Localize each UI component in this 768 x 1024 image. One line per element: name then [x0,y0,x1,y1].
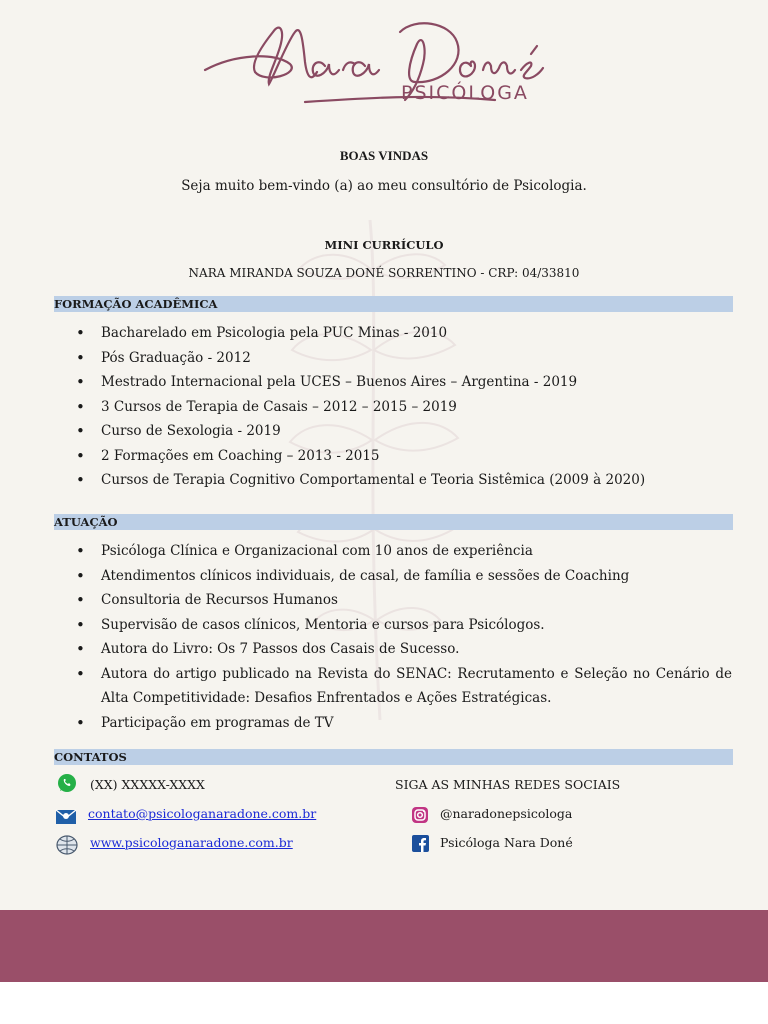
logo-subtitle: PSICÓLOGA [401,82,529,104]
list-item: • 3 Cursos de Terapia de Casais – 2012 – 2015 – 2019 [54,395,732,420]
instagram-handle[interactable]: @naradonepsicologa [440,806,573,821]
list-item: • Consultoria de Recursos Humanos [54,588,732,613]
welcome-text: Seja muito bem-vindo (a) ao meu consultório de Psicologia. [181,178,587,194]
logo [195,2,575,120]
list-item: • Pós Graduação - 2012 [54,346,732,371]
list-item: • Bacharelado em Psicologia pela PUC Minas - 2010 [54,321,732,346]
list-item: • 2 Formações em Coaching – 2013 - 2015 [54,444,732,469]
section-formacao-header: FORMAÇÃO ACADÊMICA [54,296,733,312]
footer-band [0,910,768,982]
instagram-icon [411,806,429,824]
list-item: • Cursos de Terapia Cognitivo Comportamental e Teoria Sistêmica (2009 à 2020) [54,468,732,493]
atuacao-list [54,539,732,735]
list-item: • Autora do Livro: Os 7 Passos dos Casais de Sucesso. [54,637,732,662]
list-item: • Mestrado Internacional pela UCES – Buenos Aires – Argentina - 2019 [54,370,732,395]
list-item: • Psicóloga Clínica e Organizacional com 10 anos de experiência [54,539,732,564]
list-item: • Atendimentos clínicos individuais, de casal, de família e sessões de Coaching [54,564,732,589]
list-item: • Autora do artigo publicado na Revista do SENAC: Recrutamento e Seleção no Cenário de Alta Competitividade: Desafios Enfrentados e Ações Estratégicas. [54,662,732,711]
whatsapp-icon [57,773,77,793]
list-item: • Curso de Sexologia - 2019 [54,419,732,444]
list-item: • Participação em programas de TV [54,711,732,736]
phone-number: (XX) XXXXX-XXXX [90,777,205,792]
website-link[interactable]: www.psicologanaradone.com.br [90,835,293,850]
email-icon [55,806,77,826]
facebook-icon [412,835,429,852]
facebook-name[interactable]: Psicóloga Nara Doné [440,835,573,850]
mini-cv-title: MINI CURRÍCULO [324,238,444,252]
section-atuacao-header: ATUAÇÃO [54,514,733,530]
list-item: • Supervisão de casos clínicos, Mentoria e cursos para Psicólogos. [54,613,732,638]
formacao-list [54,321,732,493]
mini-cv-name-line: NARA MIRANDA SOUZA DONÉ SORRENTINO - CRP: 04/33810 [188,266,580,280]
email-link[interactable]: contato@psicologanaradone.com.br [88,806,317,821]
social-title: SIGA AS MINHAS REDES SOCIAIS [395,777,621,792]
welcome-title: BOAS VINDAS [339,148,429,163]
section-contatos-header: CONTATOS [54,749,733,765]
globe-icon [55,834,79,856]
